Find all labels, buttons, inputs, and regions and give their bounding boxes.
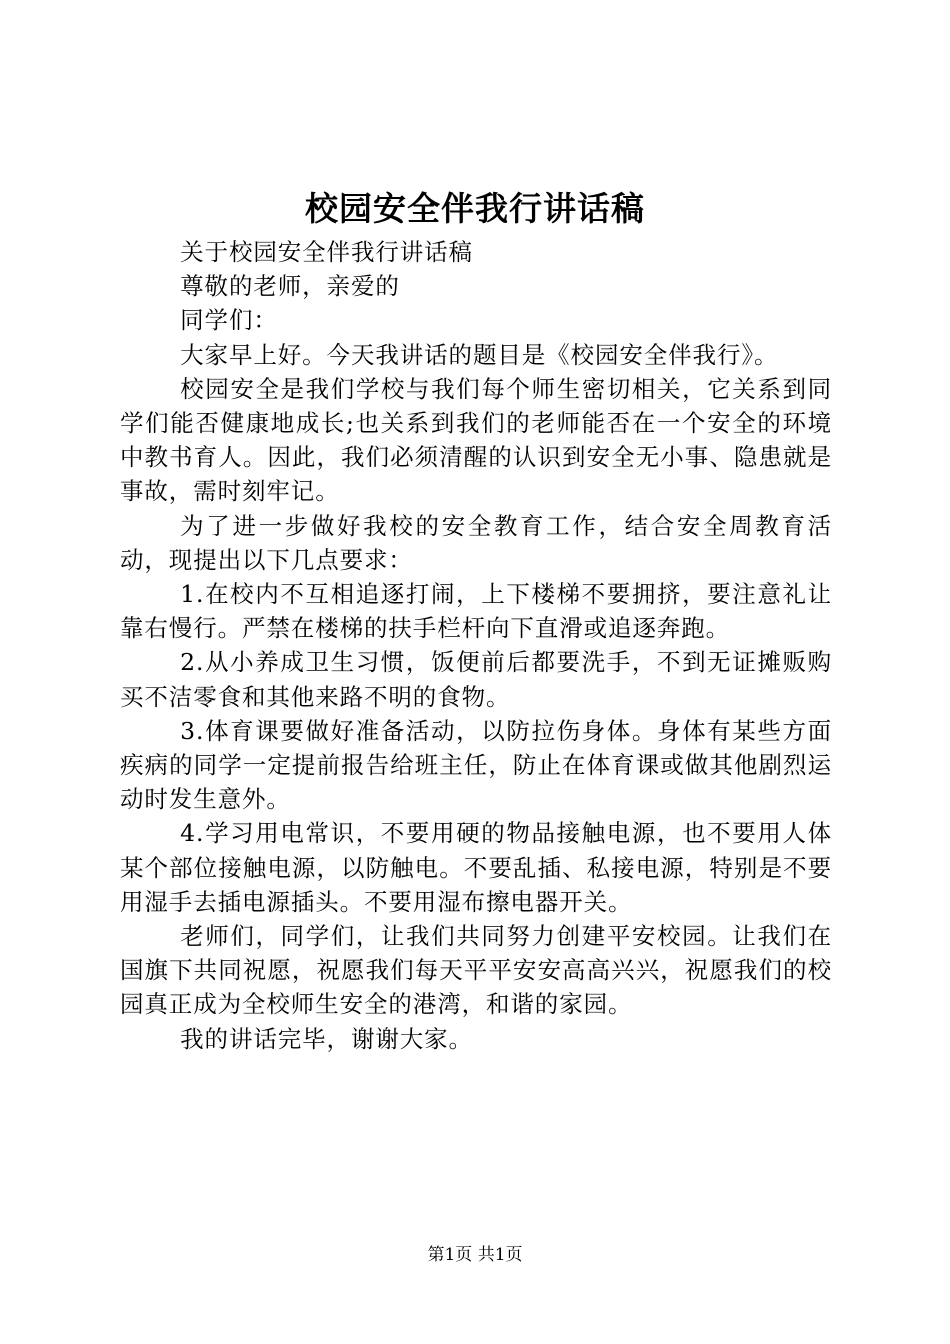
paragraph: 3.体育课要做好准备活动，以防拉伤身体。身体有某些方面疾病的同学一定提前报告给班主任，防止在体育课或做其他剧烈运动时发生意外。 bbox=[120, 716, 832, 814]
paragraph: 我的讲话完毕，谢谢大家。 bbox=[180, 1024, 473, 1053]
paragraph: 同学们： bbox=[180, 306, 278, 335]
paragraph: 1.在校内不互相追逐打闹，上下楼梯不要拥挤，要注意礼让靠右慢行。严禁在楼梯的扶手栏杆向下直滑或追逐奔跑。 bbox=[120, 580, 832, 643]
paragraph: 大家早上好。今天我讲话的题目是《校园安全伴我行》。 bbox=[180, 340, 779, 369]
paragraph: 2.从小养成卫生习惯，饭便前后都要洗手，不到无证摊贩购买不洁零食和其他来路不明的食物。 bbox=[120, 648, 832, 711]
document-title: 校园安全伴我行讲话稿 bbox=[305, 189, 645, 228]
paragraph: 关于校园安全伴我行讲话稿 bbox=[180, 238, 473, 266]
paragraph: 校园安全是我们学校与我们每个师生密切相关，它关系到同学们能否健康地成长;也关系到我们的老师能否在一个安全的环境中教书育人。因此，我们必须清醒的认识到安全无小事、隐患就是事故，需时刻牢记。 bbox=[120, 374, 832, 506]
paragraph: 4.学习用电常识，不要用硬的物品接触电源，也不要用人体某个部位接触电源，以防触电。不要乱插、私接电源，特别是不要用湿手去插电源插头。不要用湿布擦电器开关。 bbox=[120, 819, 832, 916]
document-body bbox=[120, 235, 832, 1056]
paragraph: 为了进一步做好我校的安全教育工作，结合安全周教育活动，现提出以下几点要求： bbox=[120, 511, 832, 574]
paragraph: 老师们，同学们，让我们共同努力创建平安校园。让我们在国旗下共同祝愿，祝愿我们每天平平安安高高兴兴，祝愿我们的校园真正成为全校师生安全的港湾，和谐的家园。 bbox=[120, 922, 832, 1019]
paragraph: 尊敬的老师，亲爱的 bbox=[180, 272, 400, 301]
page-footer: 第1页 共1页 bbox=[427, 1245, 523, 1265]
